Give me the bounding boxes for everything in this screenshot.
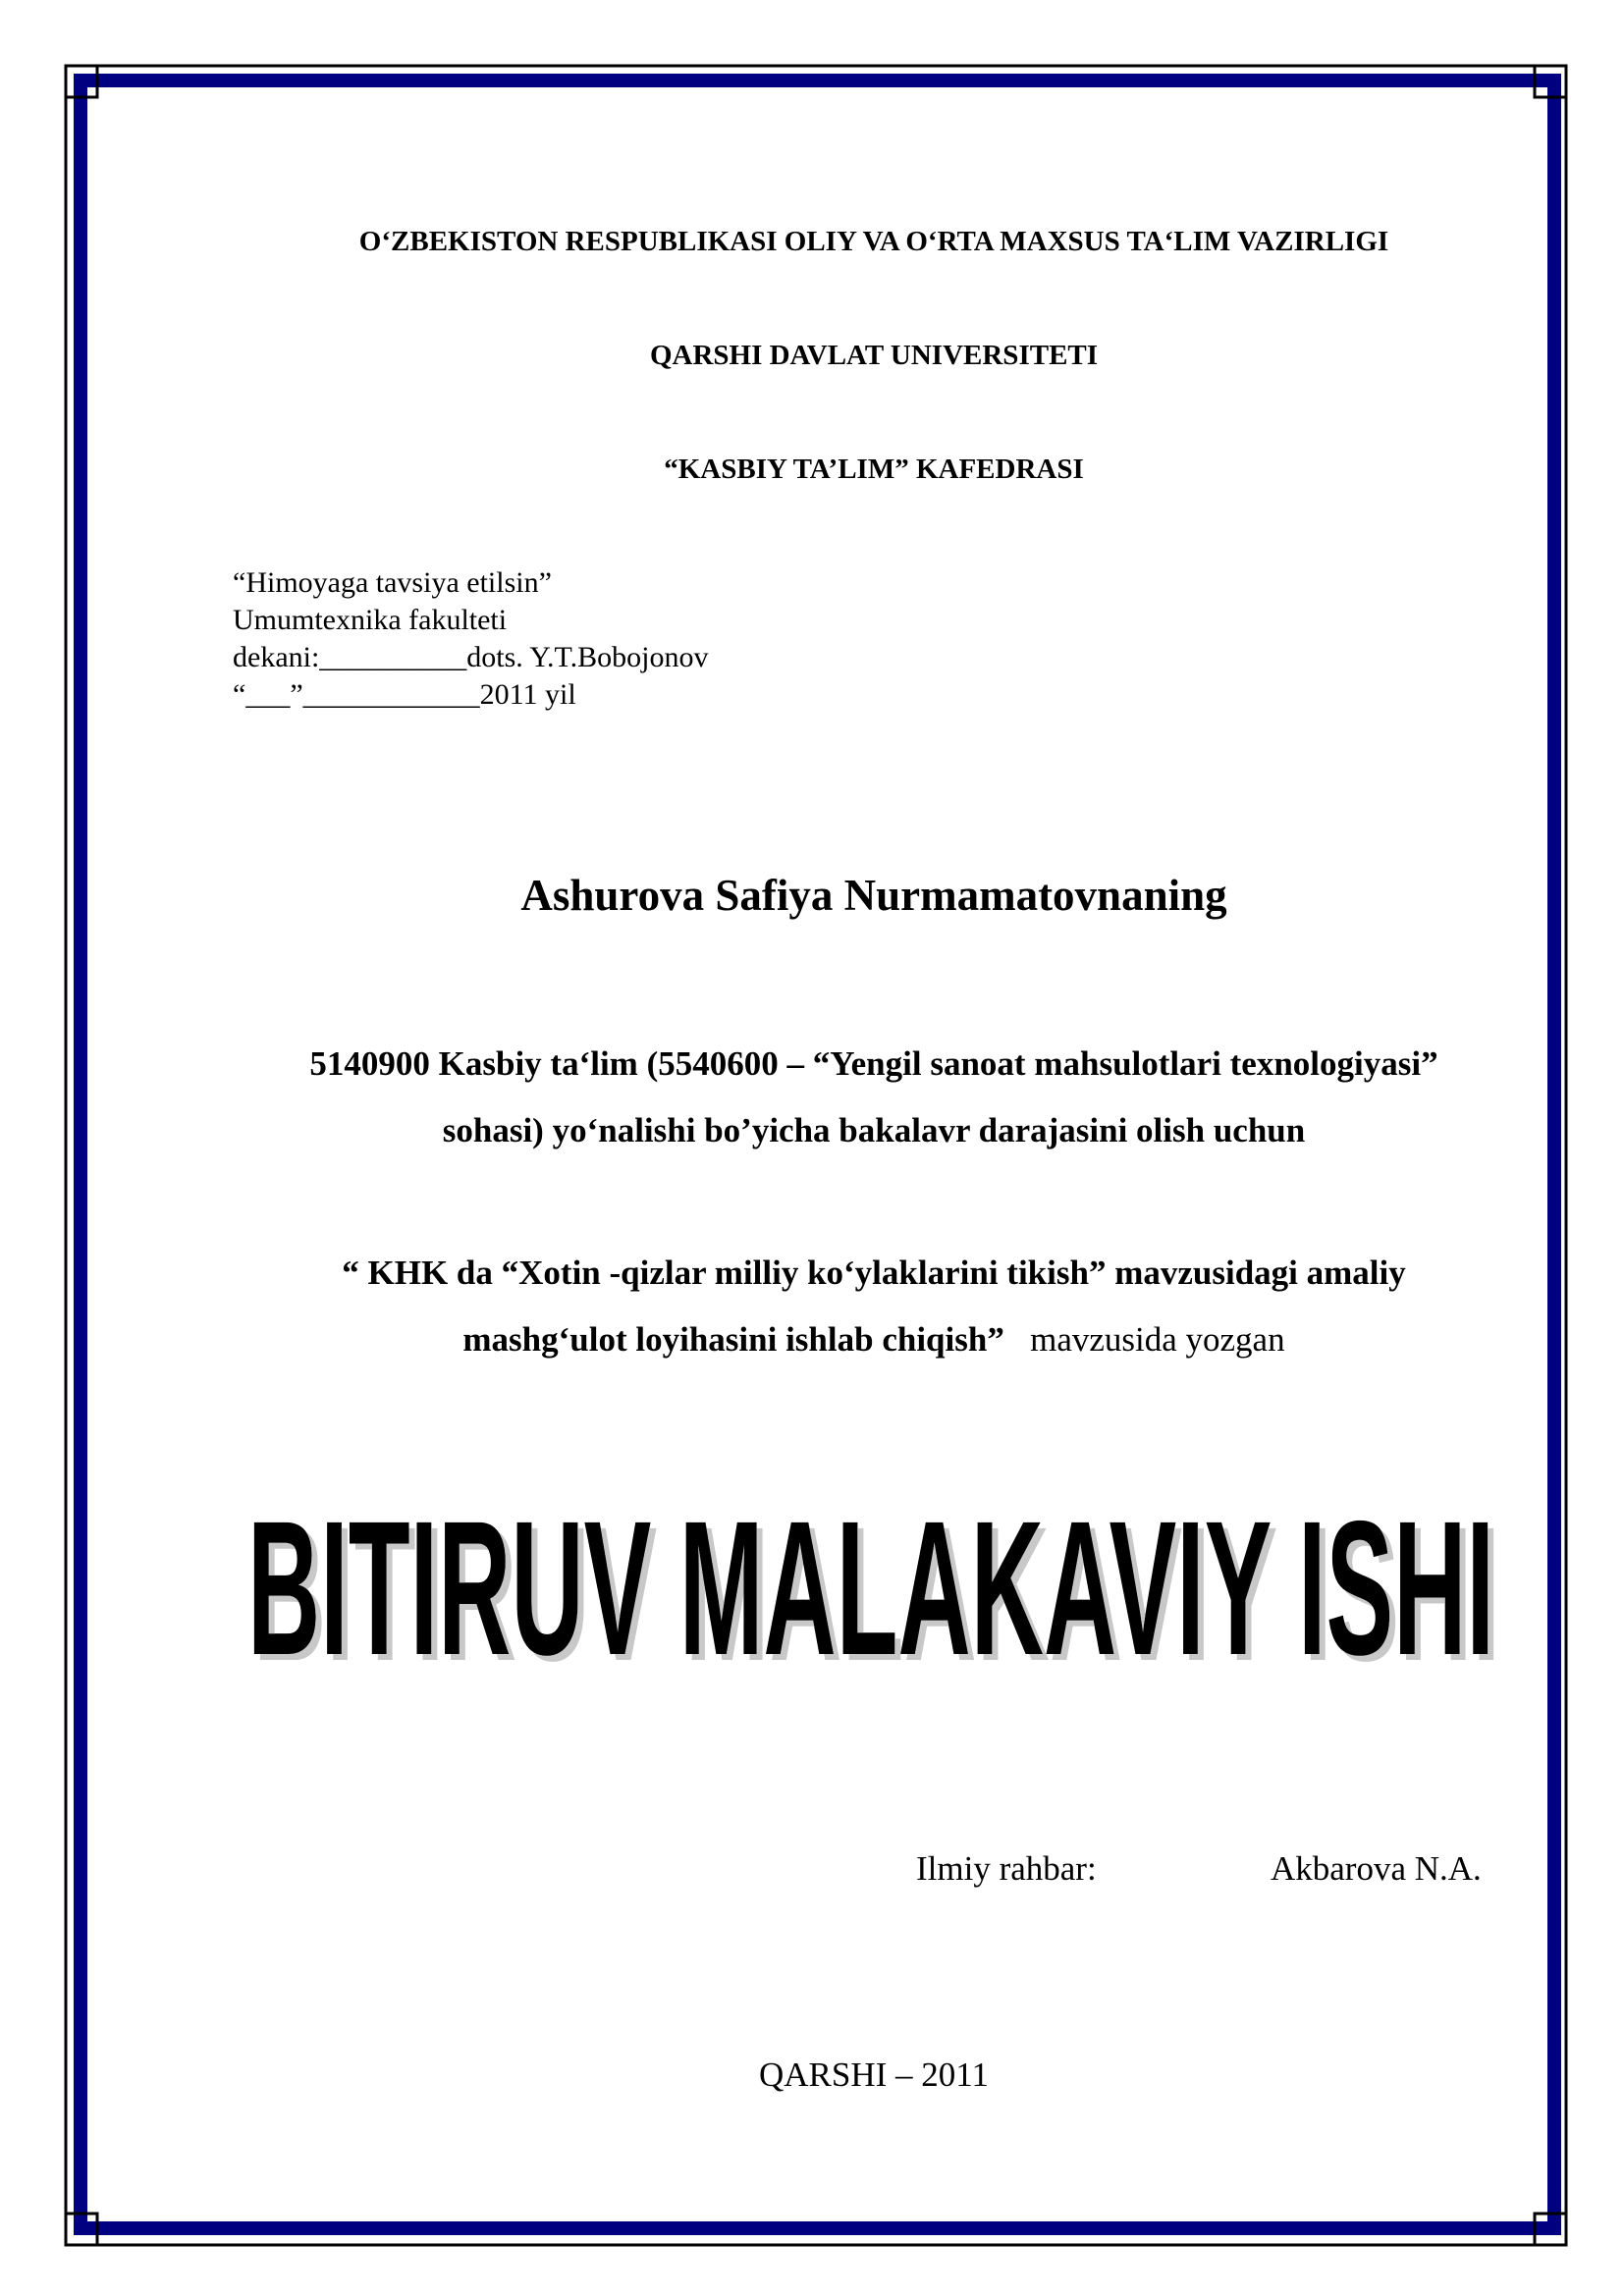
- author-name: Ashurova Safiya Nurmamatovnaning: [520, 871, 1227, 920]
- university-heading: QARSHI DAVLAT UNIVERSITETI: [649, 340, 1099, 371]
- approval-line: “Himoyaga tavsiya etilsin”: [233, 566, 552, 599]
- topic-bold: mashg‘ulot loyihasini ishlab chiqish”: [462, 1320, 1004, 1359]
- specialty-line: sohasi) yo‘nalishi bo’yicha bakalavr darajasini olish uchun: [442, 1111, 1306, 1149]
- approval-line: Umumtexnika fakulteti: [233, 604, 508, 636]
- topic-line: [236, 1320, 1512, 1360]
- topic-normal: mavzusida yozgan: [1030, 1320, 1285, 1359]
- topic-line: “ KHK da “Xotin -qizlar milliy ko‘ylaklarini tikish” mavzusidagi amaliy: [342, 1254, 1406, 1292]
- supervisor-label: Ilmiy rahbar:: [916, 1849, 1097, 1888]
- approval-line: “___”____________2011 yil: [233, 678, 576, 711]
- approval-line: dekani:__________dots. Y.T.Bobojonov: [233, 641, 709, 673]
- approval-block: [233, 564, 708, 714]
- work-title-text: BITIRUV MALAKAVIY ISHI: [247, 1481, 1495, 1695]
- specialty-line: 5140900 Kasbiy ta‘lim (5540600 – “Yengil sanoat mahsulotlari texnologiyasi”: [309, 1044, 1438, 1083]
- footer-city-year: QARSHI – 2011: [759, 2056, 989, 2094]
- supervisor-name: Akbarova N.A.: [1271, 1849, 1482, 1888]
- ministry-heading: O‘ZBEKISTON RESPUBLIKASI OLIY VA O‘RTA MAXSUS TA‘LIM VAZIRLIGI: [358, 226, 1389, 257]
- department-heading: “KASBIY TA’LIM” KAFEDRASI: [664, 454, 1084, 485]
